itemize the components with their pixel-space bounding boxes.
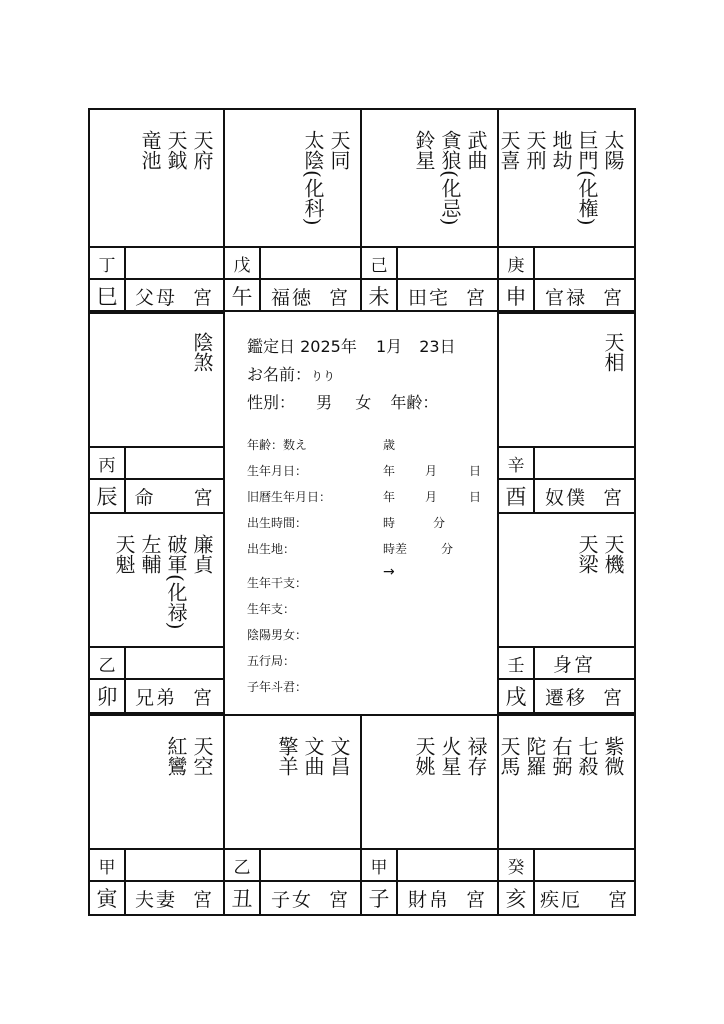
palace-name: 子女 bbox=[270, 888, 313, 911]
star: 武曲 bbox=[464, 130, 488, 170]
lunar-day-unit: 日 bbox=[469, 490, 482, 504]
age-unit: 歳 bbox=[383, 438, 396, 452]
age-count-label: 年齢：数え bbox=[247, 438, 308, 452]
earthly-branch: 子 bbox=[362, 882, 398, 914]
earthly-branch: 酉 bbox=[499, 480, 535, 512]
info-panel bbox=[223, 310, 499, 716]
star: 紫微 bbox=[601, 736, 625, 776]
palace-chen-name-row bbox=[88, 480, 225, 514]
palace-suffix: 宮 bbox=[193, 486, 215, 509]
minute-unit: 分 bbox=[433, 516, 446, 530]
palace-chen-gan-row bbox=[88, 448, 225, 480]
birthdate-label: 生年月日： bbox=[247, 464, 308, 478]
lunar-month-unit: 月 bbox=[425, 490, 438, 504]
earthly-branch: 申 bbox=[499, 280, 535, 312]
dou-jun-label: 子年斗君： bbox=[247, 680, 308, 694]
star: 七殺 bbox=[575, 736, 599, 776]
palace-suffix: 宮 bbox=[329, 888, 351, 911]
palace-wei-name-row bbox=[360, 280, 499, 314]
heavenly-stem: 丁 bbox=[90, 248, 126, 278]
earthly-branch: 巳 bbox=[90, 280, 126, 312]
star: 天相 bbox=[601, 332, 625, 372]
yinyang-label: 陰陽男女： bbox=[247, 628, 308, 642]
star: 火星 bbox=[438, 736, 462, 776]
palace-wu-name-row bbox=[223, 280, 362, 314]
heavenly-stem: 辛 bbox=[499, 448, 535, 478]
palace-mao-gan-row bbox=[88, 648, 225, 680]
star: 陀羅 bbox=[523, 736, 547, 776]
earthly-branch: 丑 bbox=[225, 882, 261, 914]
star: 天機 bbox=[601, 534, 625, 574]
heavenly-stem: 庚 bbox=[499, 248, 535, 278]
star: 天姚 bbox=[412, 736, 436, 776]
palace-hai-name-row bbox=[497, 882, 636, 916]
gender-male: 男 bbox=[316, 393, 333, 412]
palace-xu-gan-row bbox=[497, 648, 636, 680]
star: 地劫 bbox=[549, 130, 573, 170]
palace-wei-stars bbox=[360, 108, 499, 248]
palace-chou-name-row bbox=[223, 882, 362, 916]
star: 太陰(化科) bbox=[301, 130, 325, 226]
name-label: お名前： bbox=[247, 365, 312, 384]
star: 貪狼(化忌) bbox=[438, 130, 462, 226]
star: 文曲 bbox=[301, 736, 325, 776]
palace-you-stars bbox=[497, 310, 636, 448]
earthly-branch: 辰 bbox=[90, 480, 126, 512]
palace-suffix: 宮 bbox=[466, 888, 488, 911]
five-element-label: 五行局： bbox=[247, 654, 296, 668]
palace-suffix: 宮 bbox=[193, 286, 215, 309]
date-year: 2025年 bbox=[300, 337, 357, 356]
earthly-branch: 亥 bbox=[499, 882, 535, 914]
star: 天府 bbox=[190, 130, 214, 170]
star: 天刑 bbox=[523, 130, 547, 170]
date-day: 23日 bbox=[419, 337, 456, 356]
palace-shen-stars bbox=[497, 108, 636, 248]
palace-chou-gan-row bbox=[223, 850, 362, 882]
gender-line bbox=[247, 390, 438, 413]
palace-suffix: 宮 bbox=[193, 686, 215, 709]
star: 天梁 bbox=[575, 534, 599, 574]
palace-wu-gan-row bbox=[223, 248, 362, 280]
star: 左輔 bbox=[138, 534, 162, 574]
birth-time-label: 出生時間： bbox=[247, 516, 308, 530]
heavenly-stem: 癸 bbox=[499, 850, 535, 880]
palace-name: 財帛 bbox=[407, 888, 450, 911]
name-value: りり bbox=[311, 369, 336, 383]
palace-you-gan-row bbox=[497, 448, 636, 480]
star: 擎羊 bbox=[275, 736, 299, 776]
earthly-branch: 午 bbox=[225, 280, 261, 312]
palace-mao-stars bbox=[88, 512, 225, 648]
heavenly-stem: 甲 bbox=[90, 850, 126, 880]
heavenly-stem: 甲 bbox=[362, 850, 398, 880]
lunar-birthdate-label: 旧暦生年月日： bbox=[247, 490, 332, 504]
star: 天同 bbox=[327, 130, 351, 170]
body-palace-label: 身宮 bbox=[553, 653, 596, 676]
earthly-branch: 戌 bbox=[499, 680, 535, 712]
heavenly-stem: 戊 bbox=[225, 248, 261, 278]
palace-hai-gan-row bbox=[497, 850, 636, 882]
palace-name: 奴僕 bbox=[544, 486, 587, 509]
palace-chou-stars bbox=[223, 714, 362, 850]
arrow-icon: → bbox=[383, 564, 395, 580]
appraisal-date-line bbox=[247, 334, 456, 357]
date-month: 1月 bbox=[375, 337, 403, 356]
star: 陰煞 bbox=[190, 332, 214, 372]
palace-si-name-row bbox=[88, 280, 225, 314]
ziwei-chart bbox=[88, 108, 636, 914]
heavenly-stem: 己 bbox=[362, 248, 398, 278]
hour-unit: 時 bbox=[383, 516, 396, 530]
name-line bbox=[247, 362, 335, 385]
heavenly-stem: 乙 bbox=[90, 648, 126, 678]
palace-you-name-row bbox=[497, 480, 636, 514]
star: 天空 bbox=[190, 736, 214, 776]
star: 右弼 bbox=[549, 736, 573, 776]
palace-si-gan-row bbox=[88, 248, 225, 280]
time-diff-minute-unit: 分 bbox=[441, 542, 454, 556]
palace-zi-stars bbox=[360, 714, 499, 850]
palace-name: 官禄 bbox=[544, 286, 587, 309]
age-label: 年齢： bbox=[390, 393, 439, 412]
palace-name: 兄弟 bbox=[134, 686, 177, 709]
palace-name: 父母 bbox=[134, 286, 177, 309]
year-branch-label: 生年支： bbox=[247, 602, 296, 616]
palace-shen-gan-row bbox=[497, 248, 636, 280]
palace-suffix: 宮 bbox=[603, 486, 625, 509]
star: 天馬 bbox=[497, 736, 521, 776]
palace-suffix: 宮 bbox=[603, 286, 625, 309]
palace-hai-stars bbox=[497, 714, 636, 850]
gender-label: 性別： bbox=[247, 393, 296, 412]
birth-month-unit: 月 bbox=[425, 464, 438, 478]
earthly-branch: 寅 bbox=[90, 882, 126, 914]
palace-suffix: 宮 bbox=[329, 286, 351, 309]
earthly-branch: 未 bbox=[362, 280, 398, 312]
palace-name: 田宅 bbox=[407, 286, 450, 309]
palace-zi-gan-row bbox=[360, 850, 499, 882]
year-ganzhi-label: 生年干支： bbox=[247, 576, 308, 590]
palace-zi-name-row bbox=[360, 882, 499, 916]
star: 廉貞 bbox=[190, 534, 214, 574]
heavenly-stem: 乙 bbox=[225, 850, 261, 880]
heavenly-stem: 壬 bbox=[499, 648, 535, 678]
star: 竜池 bbox=[138, 130, 162, 170]
star: 天鉞 bbox=[164, 130, 188, 170]
palace-mao-name-row bbox=[88, 680, 225, 714]
heavenly-stem: 丙 bbox=[90, 448, 126, 478]
time-diff-label: 時差 bbox=[383, 542, 408, 556]
palace-name: 福徳 bbox=[270, 286, 313, 309]
star: 文昌 bbox=[327, 736, 351, 776]
gender-female: 女 bbox=[355, 393, 372, 412]
birth-year-unit: 年 bbox=[383, 464, 396, 478]
palace-suffix: 宮 bbox=[193, 888, 215, 911]
star: 天魁 bbox=[112, 534, 136, 574]
palace-name: 命 bbox=[134, 486, 156, 509]
palace-yin-name-row bbox=[88, 882, 225, 916]
star: 鈴星 bbox=[412, 130, 436, 170]
palace-name: 夫妻 bbox=[134, 888, 177, 911]
lunar-year-unit: 年 bbox=[383, 490, 396, 504]
palace-wei-gan-row bbox=[360, 248, 499, 280]
palace-xu-stars bbox=[497, 512, 636, 648]
star: 巨門(化権) bbox=[575, 130, 599, 226]
earthly-branch: 卯 bbox=[90, 680, 126, 712]
palace-suffix: 宮 bbox=[466, 286, 488, 309]
palace-wu-stars bbox=[223, 108, 362, 248]
palace-yin-stars bbox=[88, 714, 225, 850]
star: 破軍(化禄) bbox=[164, 534, 188, 630]
star: 天喜 bbox=[497, 130, 521, 170]
palace-name: 遷移 bbox=[544, 686, 587, 709]
palace-si-stars bbox=[88, 108, 225, 248]
date-label: 鑑定日 bbox=[247, 337, 296, 356]
palace-suffix: 宮 bbox=[608, 888, 630, 911]
star: 太陽 bbox=[601, 130, 625, 170]
birth-day-unit: 日 bbox=[469, 464, 482, 478]
palace-suffix: 宮 bbox=[603, 686, 625, 709]
palace-name: 疾厄 bbox=[539, 888, 582, 911]
palace-chen-stars bbox=[88, 310, 225, 448]
birthplace-label: 出生地： bbox=[247, 542, 296, 556]
palace-xu-name-row bbox=[497, 680, 636, 714]
star: 紅鸞 bbox=[164, 736, 188, 776]
star: 禄存 bbox=[464, 736, 488, 776]
palace-shen-name-row bbox=[497, 280, 636, 314]
palace-yin-gan-row bbox=[88, 850, 225, 882]
